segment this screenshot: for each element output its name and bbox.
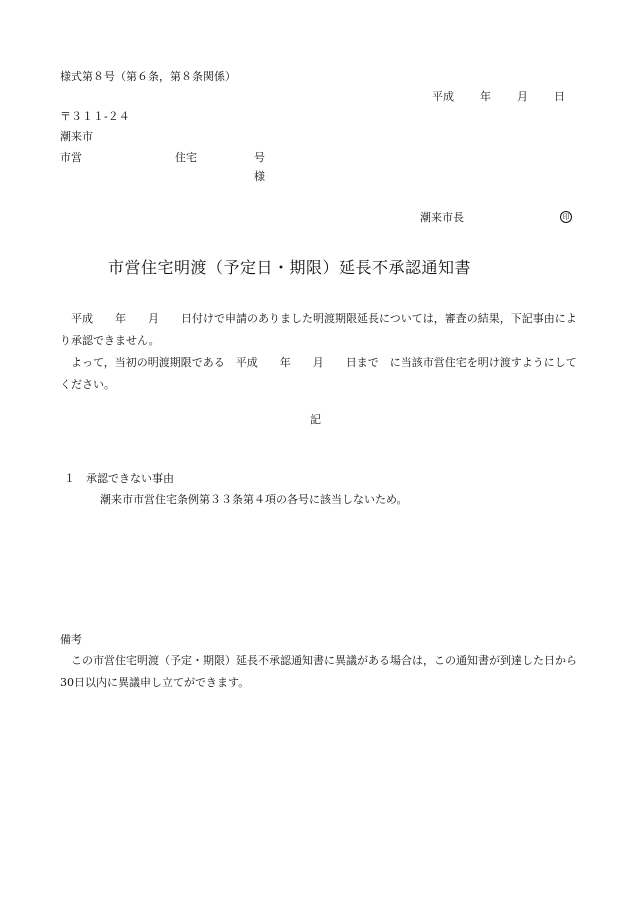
reason-heading: 承認できない事由 [86,472,174,485]
postal-code: 〒３１１-２４ [60,110,130,123]
body-paragraph-2: よって，当初の明渡期限である 平成 年 月 日まで に当該市営住宅を明け渡すようにしてください。 [60,356,577,391]
remarks-heading: 備考 [60,633,82,646]
recipient-number: 号 [254,151,265,164]
recipient-housing: 住宅 [175,151,197,164]
recipient-municipal: 市営 [60,151,82,164]
recipient-city: 潮来市 [60,130,93,143]
date-line [432,90,565,103]
reason-number: １ [64,472,75,485]
seal-mark [560,210,572,223]
remarks-text: この市営住宅明渡（予定・期限）延長不承認通知書に異議がある場合は，この通知書が到達した日から30日以内に異議申し立てができます。 [60,654,577,689]
form-number: 様式第８号（第６条，第８条関係） [60,70,236,83]
date-era: 平成 [432,90,454,103]
page-title: 市営住宅明渡（予定日・期限）延長不承認通知書 [108,258,472,277]
date-day: 日 [554,90,565,103]
sender-name: 潮来市長 [420,211,464,224]
date-year: 年 [480,90,491,103]
reason-text: 潮来市市営住宅条例第３３条第４項の各号に該当しないため。 [100,493,408,506]
seal-icon: 印 [560,211,572,223]
recipient-honorific: 様 [254,170,265,183]
note-heading: 記 [310,413,321,426]
body-paragraph-1: 平成 年 月 日付けで申請のありました明渡期限延長については，審査の結果，下記事由により承認できません。 [60,312,577,347]
date-month: 月 [517,90,528,103]
